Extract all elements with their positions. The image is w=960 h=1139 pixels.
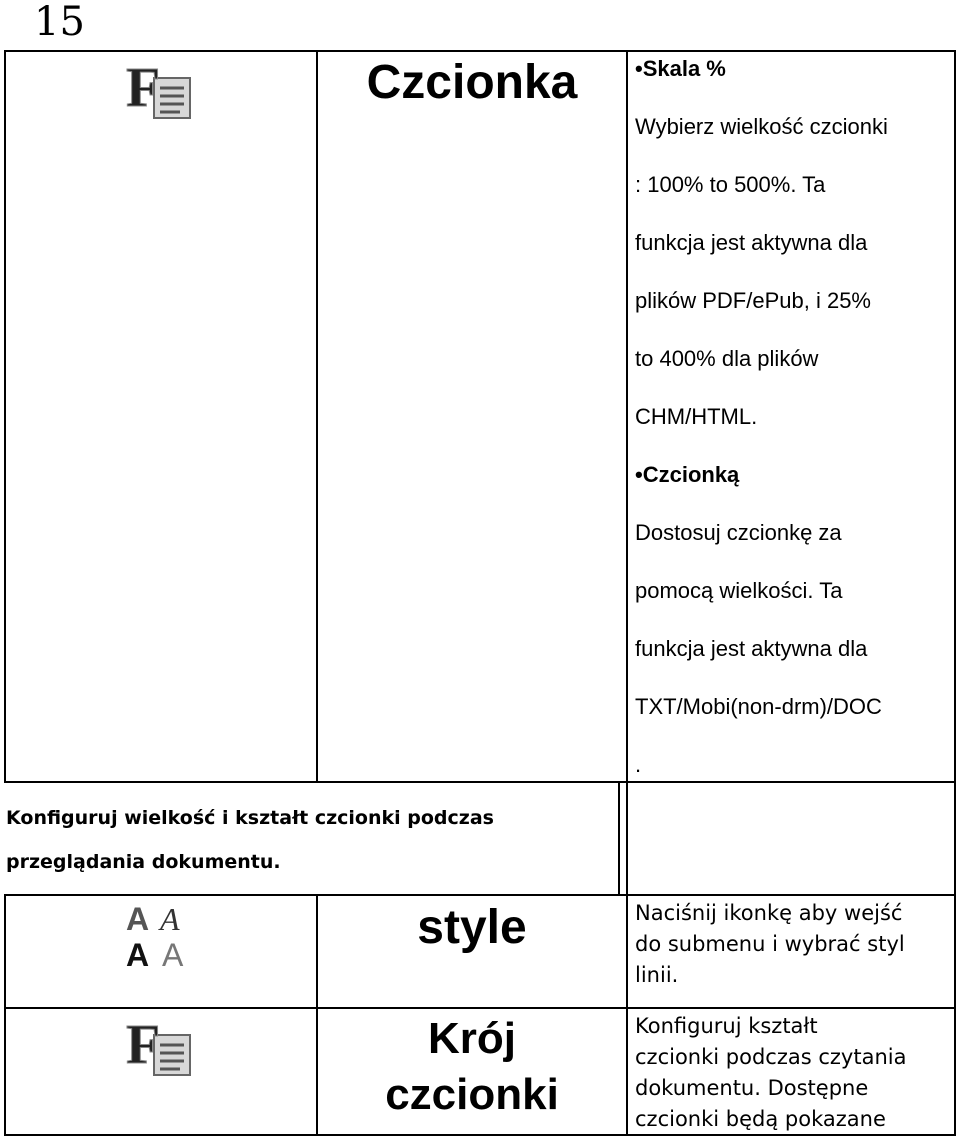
- title-line: Krój: [428, 1014, 516, 1063]
- desc-line: Dostosuj czcionkę za: [635, 520, 842, 545]
- section-heading-skala: • Skala %: [635, 40, 955, 98]
- note-line: przeglądania dokumentu.: [6, 851, 281, 873]
- svg-text:A: A: [162, 937, 184, 970]
- font-style-icon: [124, 898, 198, 974]
- note-line: Konfiguruj wielkość i kształt czcionki podczas: [6, 807, 494, 829]
- table-border-col2: [626, 50, 628, 783]
- desc-line: czcionki będą pokazane: [635, 1107, 886, 1131]
- desc-line: do submenu i wybrać styl: [635, 932, 905, 956]
- table2-border-mid: [4, 1007, 956, 1009]
- desc-line: : 100% to 500%. Ta: [635, 172, 826, 197]
- desc-line: linii.: [635, 963, 679, 987]
- table2-border-top: [4, 894, 956, 896]
- row-title-kroj-czcionki: [318, 1011, 626, 1123]
- desc-line: Konfiguruj kształt: [635, 1014, 818, 1038]
- row-description-kroj-czcionki: [635, 1011, 955, 1135]
- desc-line: funkcja jest aktywna dla: [635, 230, 868, 255]
- svg-text:F: F: [126, 1014, 161, 1076]
- font-settings-icon: [124, 1011, 194, 1085]
- page-number: 15: [34, 0, 85, 45]
- desc-line: pomocą wielkości. Ta: [635, 578, 843, 603]
- desc-line: funkcja jest aktywna dla: [635, 636, 868, 661]
- svg-text:F: F: [126, 57, 161, 119]
- table2-border-left: [4, 894, 6, 1136]
- row-title-czcionka: Czcionka: [366, 56, 578, 109]
- desc-line: CHM/HTML.: [635, 404, 758, 429]
- note-border-right: [954, 783, 956, 895]
- desc-line: Wybierz wielkość czcionki: [635, 114, 888, 139]
- table-border-left: [4, 50, 6, 783]
- desc-line: Naciśnij ikonkę aby wejść: [635, 901, 903, 925]
- row-description-czcionka: [635, 40, 955, 794]
- font-settings-icon: [124, 54, 194, 128]
- row-description-style: [635, 898, 955, 991]
- table2-border-col2: [626, 894, 628, 1136]
- svg-text:A: A: [160, 901, 180, 937]
- desc-line: plików PDF/ePub, i 25%: [635, 288, 871, 313]
- desc-line: dokumentu. Dostępne: [635, 1076, 869, 1100]
- table-border-col1: [316, 50, 318, 783]
- note-divider-right: [626, 783, 628, 895]
- svg-text:A: A: [126, 937, 150, 970]
- section-heading-czcionka: • Czcionką: [635, 446, 955, 504]
- font-note: [6, 796, 606, 884]
- note-divider-left: [618, 783, 620, 895]
- row-title-style: style: [417, 901, 527, 954]
- desc-line: czcionki podczas czytania: [635, 1045, 907, 1069]
- desc-line: .: [635, 752, 642, 777]
- svg-text:A: A: [126, 901, 150, 937]
- desc-line: TXT/Mobi(non-drm)/DOC: [635, 694, 882, 719]
- desc-line: to 400% dla plików: [635, 346, 819, 371]
- title-line: czcionki: [385, 1070, 559, 1119]
